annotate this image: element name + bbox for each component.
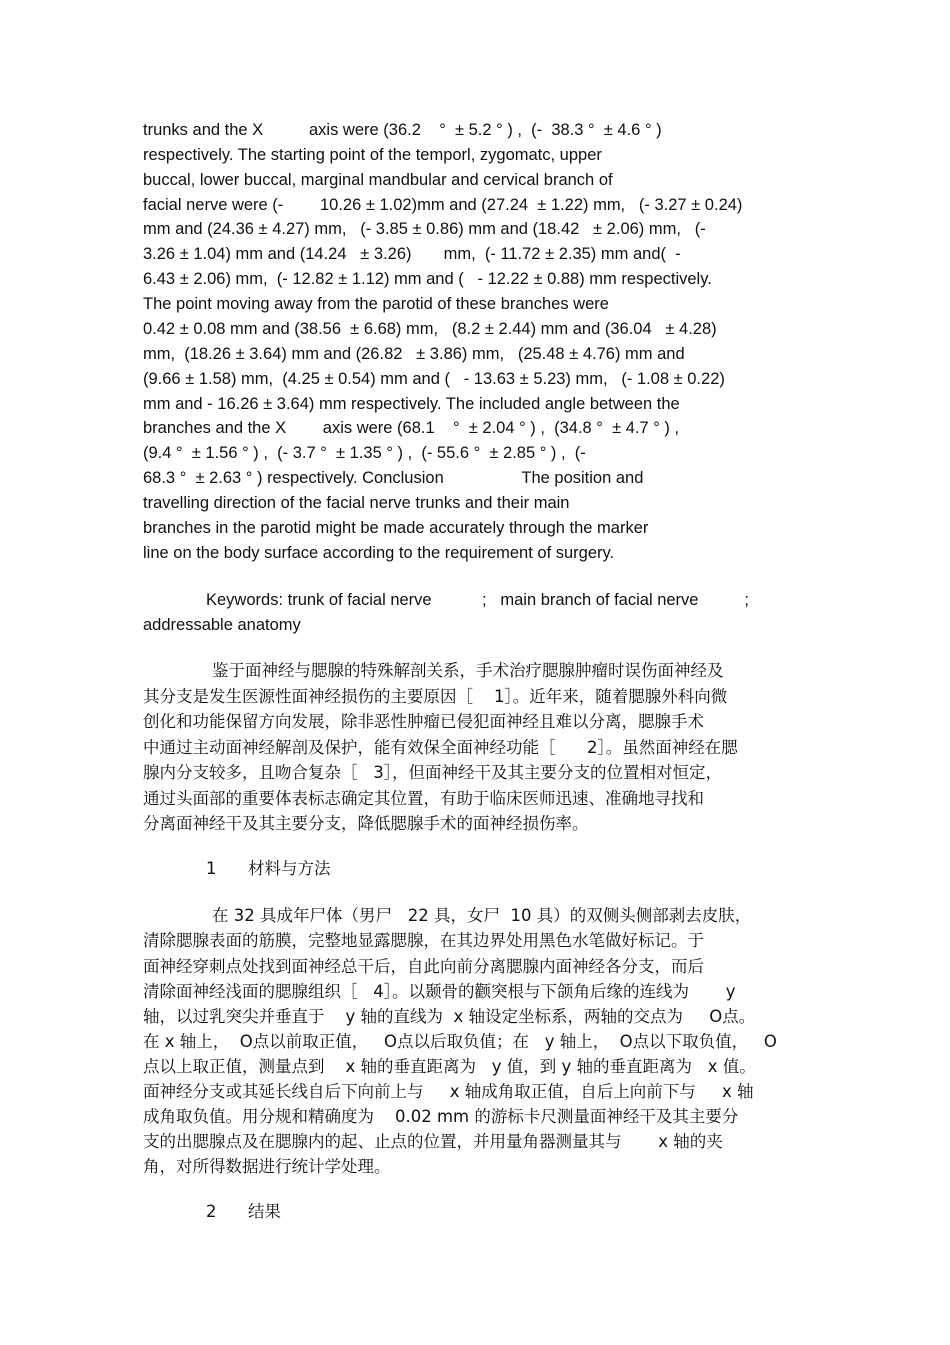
intro-line: 中通过主动面神经解剖及保护，能有效保全面神经功能［ 2］。虽然面神经在腮 xyxy=(143,738,738,757)
abstract-line: 6.43 ± 2.06) mm, (- 12.82 ± 1.12) mm and ( - 12.22 ± 0.88) mm respectively. xyxy=(143,270,712,288)
abstract-line: 68.3 ° ± 2.63 ° ) respectively. Conclusion The position and xyxy=(143,469,644,487)
methods-line: 在 x 轴上， O点以前取正值， O点以后取负值；在 y 轴上， O点以下取负值， O xyxy=(143,1032,777,1051)
keywords: Keywords: trunk of facial nerve ; main branch of facial nerve ; xyxy=(206,591,749,609)
abstract-line: mm, (18.26 ± 3.64) mm and (26.82 ± 3.86) mm, (25.48 ± 4.76) mm and xyxy=(143,345,685,363)
methods-line: 清除面神经浅面的腮腺组织［ 4］。以颞骨的颧突根与下颌角后缘的连线为 y xyxy=(143,982,736,1001)
abstract-line: buccal, lower buccal, marginal mandbular and cervical branch of xyxy=(143,171,613,189)
abstract-line: branches and the X axis were (68.1 ° ± 2.04 ° ) , (34.8 ° ± 4.7 ° ) , xyxy=(143,419,680,437)
intro-line: 鉴于面神经与腮腺的特殊解剖关系，手术治疗腮腺肿瘤时误伤面神经及 xyxy=(212,661,724,680)
abstract-line: mm and - 16.26 ± 3.64) mm respectively. The included angle between the xyxy=(143,395,680,413)
methods-line: 成角取负值。用分规和精确度为 0.02 mm 的游标卡尺测量面神经干及其主要分 xyxy=(143,1107,739,1126)
abstract-line: respectively. The starting point of the temporl, zygomatc, upper xyxy=(143,146,602,164)
methods-line: 轴，以过乳突尖并垂直于 y 轴的直线为 x 轴设定坐标系，两轴的交点为 O点。 xyxy=(143,1007,756,1026)
abstract-line: travelling direction of the facial nerve trunks and their main xyxy=(143,494,570,512)
abstract-line: The point moving away from the parotid of these branches were xyxy=(143,295,609,313)
abstract-line: branches in the parotid might be made accurately through the marker xyxy=(143,519,649,537)
abstract-line: (9.66 ± 1.58) mm, (4.25 ± 0.54) mm and ( - 13.63 ± 5.23) mm, (- 1.08 ± 0.22) xyxy=(143,370,725,388)
abstract-line: 3.26 ± 1.04) mm and (14.24 ± 3.26) mm, (- 11.72 ± 2.35) mm and( - xyxy=(143,245,681,263)
abstract-line: mm and (24.36 ± 4.27) mm, (- 3.85 ± 0.86) mm and (18.42 ± 2.06) mm, (- xyxy=(143,220,706,238)
section-heading-results: 2 结果 xyxy=(206,1202,281,1221)
intro-line: 分离面神经干及其主要分支，降低腮腺手术的面神经损伤率。 xyxy=(143,814,589,833)
abstract-line: 0.42 ± 0.08 mm and (38.56 ± 6.68) mm, (8.2 ± 2.44) mm and (36.04 ± 4.28) xyxy=(143,320,717,338)
intro-line: 其分支是发生医源性面神经损伤的主要原因［ 1］。近年来，随着腮腺外科向微 xyxy=(143,687,728,706)
methods-line: 面神经穿刺点处找到面神经总干后，自此向前分离腮腺内面神经各分支，而后 xyxy=(143,957,704,976)
section-heading-methods: 1 材料与方法 xyxy=(206,859,331,878)
abstract-line: trunks and the X axis were (36.2 ° ± 5.2 ° ) , (- 38.3 ° ± 4.6 ° ) xyxy=(143,121,662,139)
keywords-continuation: addressable anatomy xyxy=(143,616,301,634)
methods-line: 角，对所得数据进行统计学处理。 xyxy=(143,1157,391,1176)
methods-line: 点以上取正值，测量点到 x 轴的垂直距离为 y 值，到 y 轴的垂直距离为 x 值。 xyxy=(143,1057,756,1076)
intro-line: 通过头面部的重要体表标志确定其位置，有助于临床医师迅速、准确地寻找和 xyxy=(143,789,704,808)
methods-line: 在 32 具成年尸体（男尸 22 具，女尸 10 具）的双侧头侧部剥去皮肤， xyxy=(212,906,752,925)
abstract-line: facial nerve were (- 10.26 ± 1.02)mm and (27.24 ± 1.22) mm, (- 3.27 ± 0.24) xyxy=(143,196,743,214)
abstract-line: (9.4 ° ± 1.56 ° ) , (- 3.7 ° ± 1.35 ° ) , (- 55.6 ° ± 2.85 ° ) , (- xyxy=(143,444,586,462)
intro-line: 创化和功能保留方向发展，除非恶性肿瘤已侵犯面神经且难以分离，腮腺手术 xyxy=(143,712,704,731)
methods-line: 支的出腮腺点及在腮腺内的起、止点的位置，并用量角器测量其与 x 轴的夹 xyxy=(143,1132,723,1151)
methods-line: 清除腮腺表面的筋膜，完整地显露腮腺，在其边界处用黑色水笔做好标记。于 xyxy=(143,931,704,950)
abstract-line: line on the body surface according to the requirement of surgery. xyxy=(143,544,615,562)
methods-line: 面神经分支或其延长线自后下向前上与 x 轴成角取正值，自后上向前下与 x 轴 xyxy=(143,1082,754,1101)
intro-line: 腺内分支较多，且吻合复杂［ 3］，但面神经干及其主要分支的位置相对恒定， xyxy=(143,763,722,782)
